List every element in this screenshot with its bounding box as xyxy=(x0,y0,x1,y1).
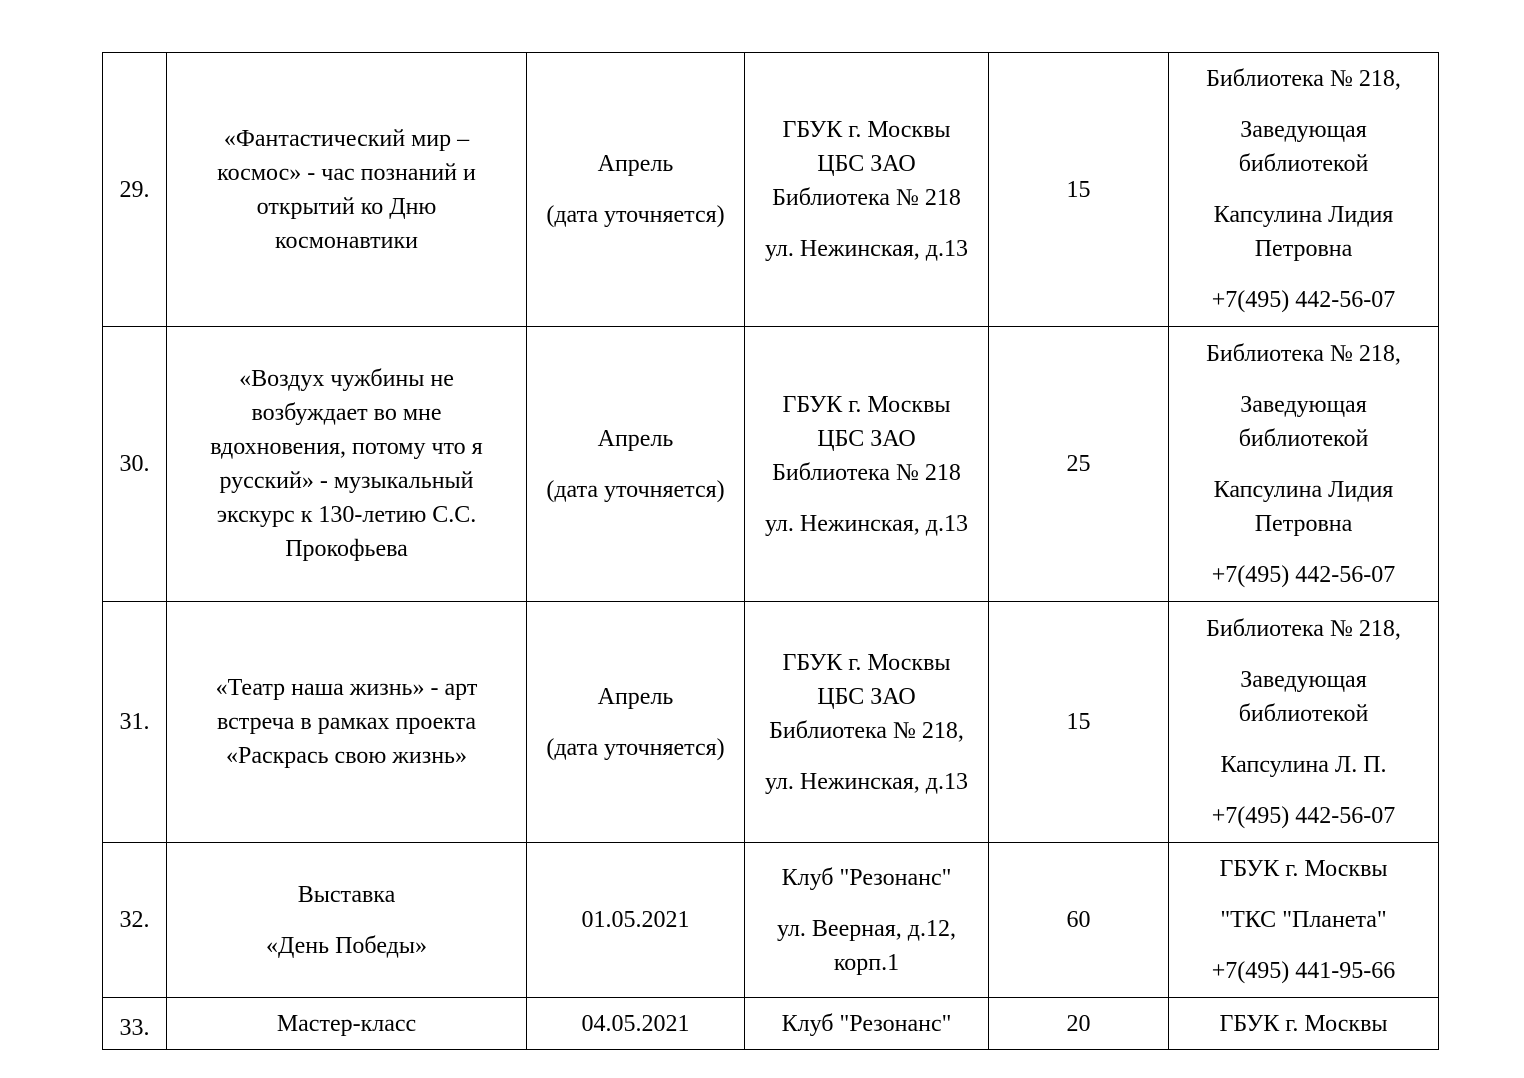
table-row xyxy=(103,327,1439,602)
place-address: ул. Веерная, д.12, xyxy=(777,915,956,942)
responsible-cell xyxy=(1169,327,1439,602)
attendance-cell xyxy=(989,998,1169,1050)
event-date-cell xyxy=(527,843,745,998)
event-date-month: Апрель xyxy=(597,425,674,452)
events-table xyxy=(102,52,1439,1050)
responsible-cell xyxy=(1169,602,1439,843)
place-address: ул. Нежинская, д.13 xyxy=(764,236,969,262)
responsible-phone: +7(495) 442-56-07 xyxy=(1211,802,1396,829)
attendance-count: 15 xyxy=(1066,176,1091,203)
place-library: Библиотека № 218 xyxy=(772,459,961,486)
place-org: ГБУК г. Москвы xyxy=(782,649,951,676)
responsible-name: Петровна xyxy=(1254,236,1353,262)
event-place-cell xyxy=(745,843,989,998)
row-number-cell xyxy=(103,602,167,843)
event-title-line: вдохновения, потому что я xyxy=(210,434,483,460)
responsible-position: библиотекой xyxy=(1238,700,1369,727)
place-library: Библиотека № 218, xyxy=(769,717,964,744)
event-date-month: Апрель xyxy=(597,683,674,710)
place-org-branch: ЦБС ЗАО xyxy=(817,683,916,710)
responsible-phone: +7(495) 442-56-07 xyxy=(1211,561,1396,588)
row-number: 33. xyxy=(119,1015,150,1041)
responsible-phone: +7(495) 442-56-07 xyxy=(1211,287,1396,313)
responsible-position: Заведующая xyxy=(1240,391,1367,418)
event-title-line: экскурс к 130-летию С.С. xyxy=(216,502,477,528)
event-place-cell xyxy=(745,327,989,602)
attendance-count: 15 xyxy=(1066,709,1091,735)
responsible-cell xyxy=(1169,843,1439,998)
place-name: Клуб "Резонанс" xyxy=(781,864,952,891)
event-title-line: встреча в рамках проекта xyxy=(216,709,477,735)
table-row xyxy=(103,998,1439,1050)
event-title-line: Выставка xyxy=(297,881,396,908)
place-address: ул. Нежинская, д.13 xyxy=(764,768,969,795)
event-date-cell xyxy=(527,602,745,843)
responsible-phone: +7(495) 441-95-66 xyxy=(1211,958,1396,984)
responsible-org-name: "ТКС "Планета" xyxy=(1220,907,1387,933)
responsible-name: Капсулина Л. П. xyxy=(1220,751,1387,778)
event-date-note: (дата уточняется) xyxy=(546,476,725,503)
place-org-branch: ЦБС ЗАО xyxy=(817,425,916,452)
event-title-line: космонавтики xyxy=(275,227,418,254)
event-title-line: русский» - музыкальный xyxy=(219,468,474,494)
event-title-line: Прокофьева xyxy=(285,536,408,562)
table-row xyxy=(103,843,1439,998)
event-title-cell xyxy=(167,327,527,602)
responsible-org: Библиотека № 218, xyxy=(1206,340,1401,367)
event-place-cell xyxy=(745,998,989,1050)
event-title-line: «Фантастический мир – xyxy=(223,125,470,152)
place-library: Библиотека № 218 xyxy=(772,185,961,211)
place-address: корп.1 xyxy=(833,949,900,976)
event-date-cell xyxy=(527,998,745,1050)
row-number: 31. xyxy=(119,709,150,735)
event-title-line: «Театр наша жизнь» - арт xyxy=(215,675,478,701)
attendance-cell xyxy=(989,843,1169,998)
event-place-cell xyxy=(745,602,989,843)
event-title-line: возбуждает во мне xyxy=(251,400,442,426)
row-number: 32. xyxy=(119,907,150,933)
event-date-cell xyxy=(527,327,745,602)
row-number-cell xyxy=(103,53,167,327)
place-org-branch: ЦБС ЗАО xyxy=(817,151,916,177)
event-title-line: «Воздух чужбины не xyxy=(239,366,454,392)
event-title-cell xyxy=(167,998,527,1050)
event-place-cell xyxy=(745,53,989,327)
event-title-line: «Раскрась свою жизнь» xyxy=(225,743,467,769)
responsible-cell xyxy=(1169,998,1439,1050)
row-number-cell xyxy=(103,327,167,602)
responsible-position: Заведующая xyxy=(1240,117,1367,143)
responsible-org: Библиотека № 218, xyxy=(1206,66,1401,92)
event-title-line: космос» - час познаний и xyxy=(217,159,476,186)
row-number-cell xyxy=(103,998,167,1050)
event-date-note: (дата уточняется) xyxy=(546,734,725,761)
responsible-org: ГБУК г. Москвы xyxy=(1219,1010,1388,1037)
responsible-position: библиотекой xyxy=(1238,151,1369,177)
event-title-cell xyxy=(167,843,527,998)
event-date-note: (дата уточняется) xyxy=(546,202,725,228)
event-title-cell xyxy=(167,53,527,327)
event-title-cell xyxy=(167,602,527,843)
place-address: ул. Нежинская, д.13 xyxy=(764,510,969,537)
table-row xyxy=(103,53,1439,327)
row-number: 30. xyxy=(119,451,150,477)
responsible-position: Заведующая xyxy=(1240,666,1367,693)
table-row xyxy=(103,602,1439,843)
attendance-cell xyxy=(989,327,1169,602)
responsible-name: Петровна xyxy=(1254,510,1353,537)
responsible-name: Капсулина Лидия xyxy=(1213,476,1394,503)
event-date-cell xyxy=(527,53,745,327)
event-date-month: Апрель xyxy=(597,151,674,177)
place-org: ГБУК г. Москвы xyxy=(782,391,951,418)
row-number-cell xyxy=(103,843,167,998)
attendance-count: 25 xyxy=(1066,451,1091,477)
responsible-name: Капсулина Лидия xyxy=(1213,202,1394,228)
attendance-cell xyxy=(989,602,1169,843)
responsible-position: библиотекой xyxy=(1238,425,1369,452)
attendance-cell xyxy=(989,53,1169,327)
event-title-line: Мастер-класс xyxy=(276,1010,417,1037)
event-title-line: «День Победы» xyxy=(265,932,427,959)
place-name: Клуб "Резонанс" xyxy=(781,1010,952,1037)
event-date: 01.05.2021 xyxy=(581,907,690,933)
event-date: 04.05.2021 xyxy=(581,1010,690,1037)
responsible-cell xyxy=(1169,53,1439,327)
attendance-count: 20 xyxy=(1066,1010,1091,1037)
attendance-count: 60 xyxy=(1066,907,1091,933)
event-title-line: открытий ко Дню xyxy=(256,193,437,220)
place-org: ГБУК г. Москвы xyxy=(782,117,951,143)
row-number: 29. xyxy=(119,176,150,203)
responsible-org: Библиотека № 218, xyxy=(1206,615,1401,642)
responsible-org: ГБУК г. Москвы xyxy=(1219,856,1388,882)
